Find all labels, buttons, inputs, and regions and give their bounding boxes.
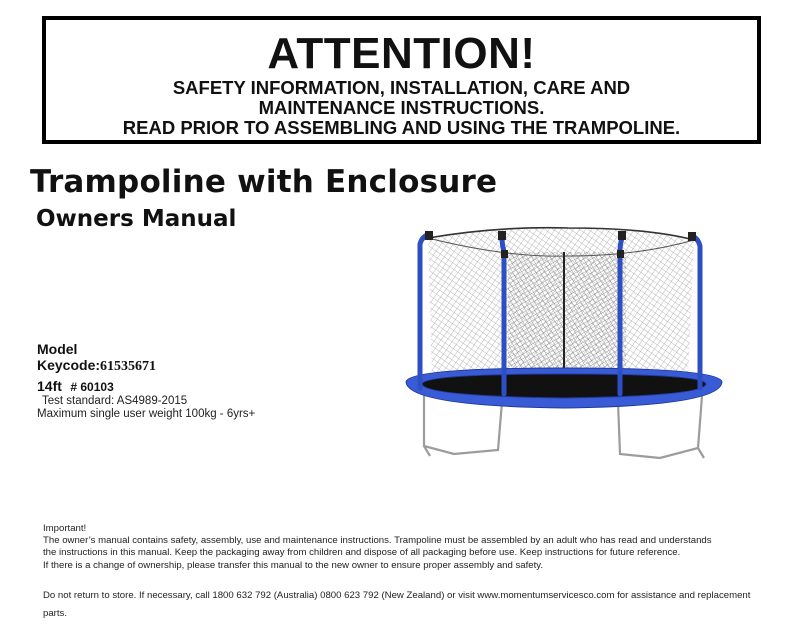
support-footer — [43, 587, 808, 623]
size-label: 14ft — [37, 378, 62, 394]
trampoline-illustration — [398, 218, 734, 470]
attention-title: ATTENTION! — [267, 29, 536, 78]
manual-subtitle: Owners Manual — [36, 206, 237, 232]
product-title: Trampoline with Enclosure — [30, 164, 498, 200]
item-number: # 60103 — [70, 380, 114, 394]
attention-line-2: MAINTENANCE INSTRUCTIONS. — [258, 97, 545, 118]
keycode-row — [37, 357, 255, 375]
enclosure-net — [428, 228, 694, 378]
size-row — [37, 378, 255, 395]
important-notice — [43, 523, 803, 572]
max-weight: Maximum single user weight 100kg - 6yrs+ — [37, 408, 256, 420]
model-label: Model — [37, 341, 78, 357]
test-standard: Test standard: AS4989-2015 — [42, 395, 188, 407]
important-line-2: the instructions in this manual. Keep the packaging away from children and dispose of all packaging before use. Keep instructions for future reference. — [43, 547, 681, 559]
keycode-value: 61535671 — [100, 359, 157, 374]
important-line-3: If there is a change of ownership, please transfer this manual to the new owner to ensure proper assembly and safety. — [43, 559, 544, 571]
footer-line-2: parts. — [43, 608, 67, 619]
attention-line-1: SAFETY INFORMATION, INSTALLATION, CARE AND — [172, 77, 631, 98]
important-line-1: The owner’s manual contains safety, assembly, use and maintenance instructions. Trampoline must be assembled by an adult who has read and understands — [43, 535, 712, 547]
model-info — [37, 341, 255, 421]
keycode-label: Keycode: — [37, 357, 101, 373]
attention-banner — [42, 16, 761, 144]
attention-line-3: READ PRIOR TO ASSEMBLING AND USING THE TRAMPOLINE. — [122, 117, 681, 138]
footer-line-1: Do not return to store. If necessary, call 1800 632 792 (Australia) 0800 623 792 (New Zealand) or visit www.momentumservicesco.com for assistance and replacement — [43, 590, 751, 601]
important-heading: Important! — [43, 523, 87, 534]
